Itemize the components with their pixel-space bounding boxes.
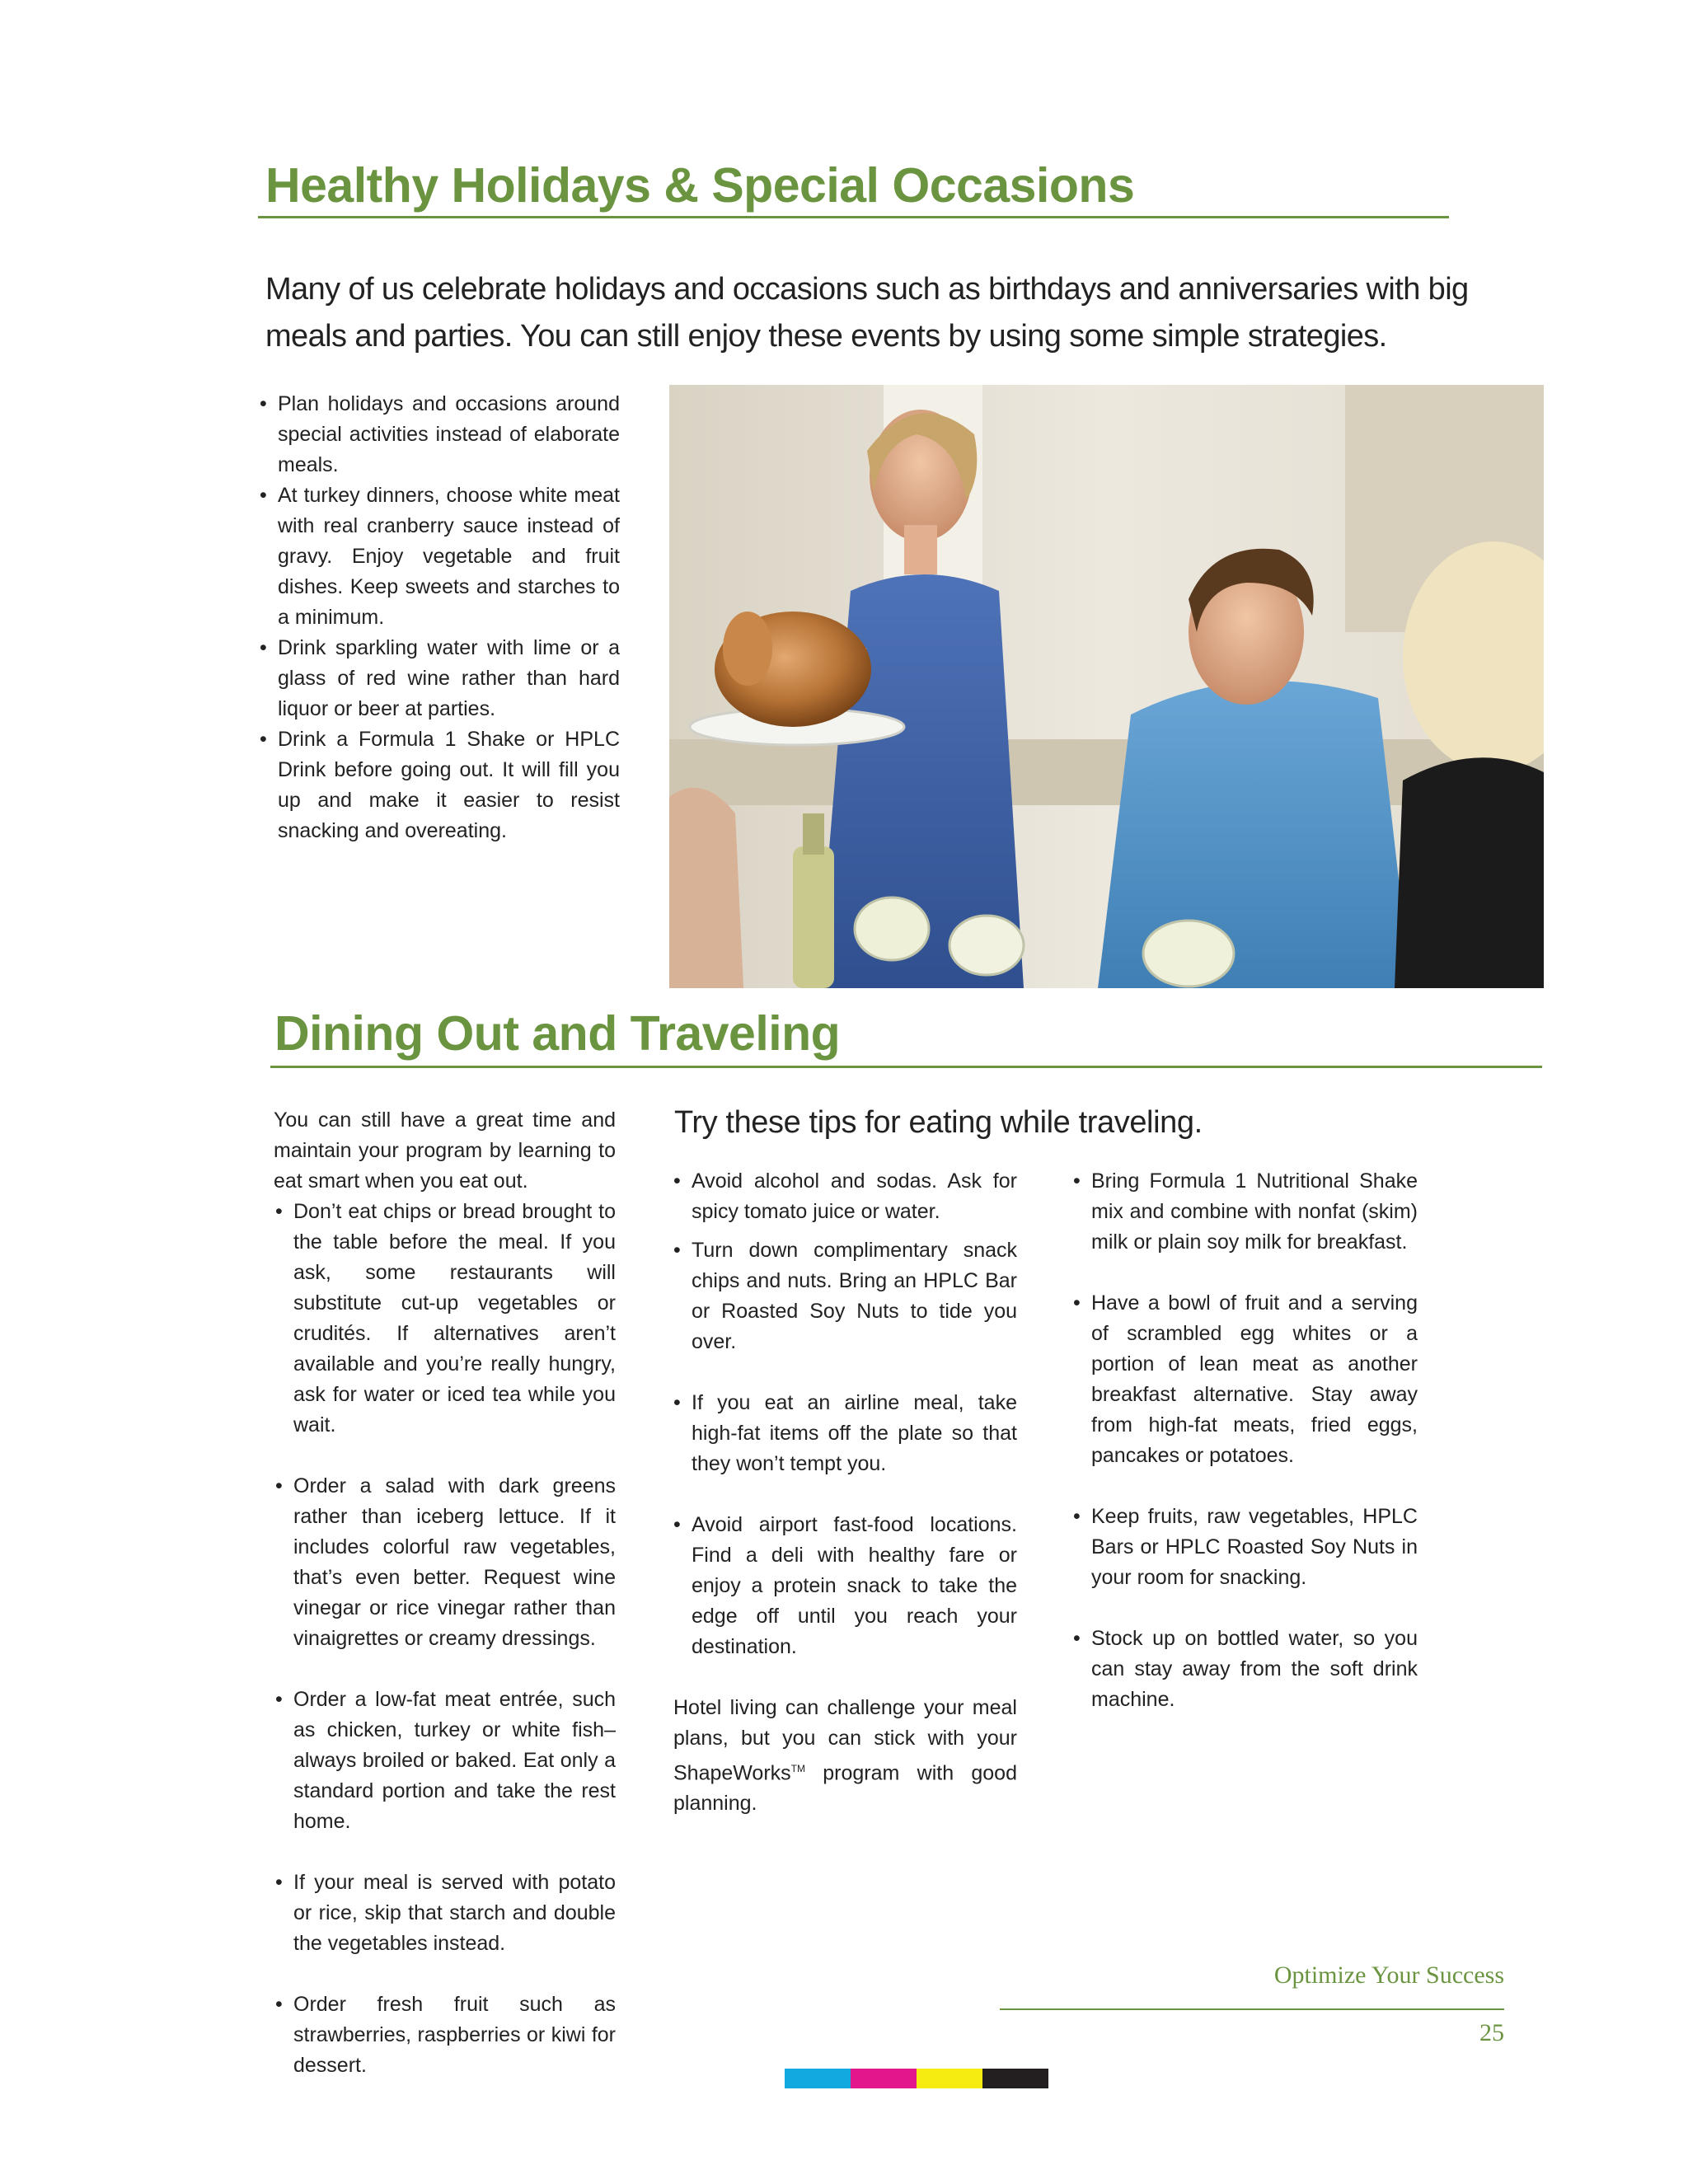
section-heading-holidays: Healthy Holidays & Special Occasions — [265, 158, 1135, 213]
list-item: • Avoid alcohol and sodas. Ask for spicy tomato juice or water. — [673, 1166, 1017, 1227]
page-number: 25 — [1479, 2019, 1504, 2046]
list-item: • If your meal is served with potato or rice, skip that starch and double the vegetables instead. — [275, 1868, 616, 1959]
magenta-swatch — [851, 2069, 917, 2088]
list-item: • Drink sparkling water with lime or a glass of red wine rather than hard liquor or beer at parties. — [260, 633, 620, 724]
list-item: • Order a salad with dark greens rather than iceberg lettuce. If it includes colorful raw vegetables, that’s even better. Request wine vinegar or rice vinegar rather than vinaigrettes or creamy dressings. — [275, 1471, 616, 1654]
list-item: • Avoid airport fast-food locations. Find a deli with healthy fare or enjoy a protein snack to take the edge off until you reach your destination. — [673, 1510, 1017, 1662]
yellow-swatch — [917, 2069, 982, 2088]
list-item: • Stock up on bottled water, so you can stay away from the soft drink machine. — [1073, 1624, 1418, 1715]
footer-rule — [1000, 2008, 1504, 2010]
list-item: • Turn down complimentary snack chips and nuts. Bring an HPLC Bar or Roasted Soy Nuts to tide you over. — [673, 1235, 1017, 1357]
dining-left-column — [274, 1105, 616, 2081]
section-heading-dining: Dining Out and Traveling — [274, 1006, 841, 1061]
holiday-tips-list — [260, 389, 620, 846]
list-item: • Bring Formula 1 Nutritional Shake mix and combine with nonfat (skim) milk or plain soy milk for breakfast. — [1073, 1166, 1418, 1258]
intro-line-2: meals and parties. You can still enjoy these events by using some simple strategies. — [265, 319, 1387, 354]
holiday-dinner-photo — [669, 385, 1544, 988]
list-item: • Don’t eat chips or bread brought to the table before the meal. If you ask, some restaurants will substitute cut-up vegetables or crudités. If alternatives aren’t available and you’re really hungry, ask for water or iced tea while you wait. — [275, 1197, 616, 1441]
black-swatch — [982, 2069, 1048, 2088]
photo-illustration — [669, 385, 1544, 988]
list-item: • Plan holidays and occasions around special activities instead of elaborate meals. — [260, 389, 620, 480]
travel-middle-column — [673, 1166, 1017, 1819]
list-item: • At turkey dinners, choose white meat with real cranberry sauce instead of gravy. Enjoy vegetable and fruit dishes. Keep sweets and starches to a minimum. — [260, 480, 620, 633]
list-item: • Order a low-fat meat entrée, such as chicken, turkey or white fish–always broiled or baked. Eat only a standard portion and take the rest home. — [275, 1685, 616, 1837]
trademark-symbol: TM — [790, 1763, 805, 1774]
list-item: • Drink a Formula 1 Shake or HPLC Drink before going out. It will fill you up and make it easier to resist snacking and overeating. — [260, 724, 620, 846]
list-item: • If you eat an airline meal, take high-fat items off the plate so that they won’t tempt you. — [673, 1388, 1017, 1479]
heading-rule — [270, 1066, 1542, 1068]
heading-rule — [258, 216, 1449, 218]
travel-right-column — [1073, 1166, 1418, 1715]
cyan-swatch — [785, 2069, 851, 2088]
intro-paragraph — [265, 266, 1469, 360]
list-item: • Keep fruits, raw vegetables, HPLC Bars or HPLC Roasted Soy Nuts in your room for snacking. — [1073, 1502, 1418, 1593]
footer-title: Optimize Your Success — [1273, 1961, 1504, 1989]
travel-tips-heading: Try these tips for eating while traveling. — [674, 1105, 1203, 1140]
hotel-text-b: program with good planning. — [673, 1761, 1017, 1816]
list-item: • Order fresh fruit such as strawberries, raspberries or kiwi for dessert. — [275, 1990, 616, 2081]
hotel-text-a: Hotel living can challenge your meal plans, but you can stick with your ShapeWorks — [673, 1696, 1017, 1785]
travel-tips-list-2 — [1073, 1166, 1418, 1715]
travel-tips-list — [673, 1166, 1017, 1662]
list-item: • Have a bowl of fruit and a serving of scrambled egg whites or a portion of lean meat as another breakfast alternative. Stay away from high-fat meats, fried eggs, pancakes or potatoes. — [1073, 1288, 1418, 1471]
intro-line-1: Many of us celebrate holidays and occasions such as birthdays and anniversaries with big — [265, 272, 1469, 307]
hotel-paragraph — [673, 1693, 1017, 1819]
dining-intro: You can still have a great time and maintain your program by learning to eat smart when you eat out. — [274, 1108, 616, 1193]
dining-tips-list — [275, 1197, 616, 2081]
